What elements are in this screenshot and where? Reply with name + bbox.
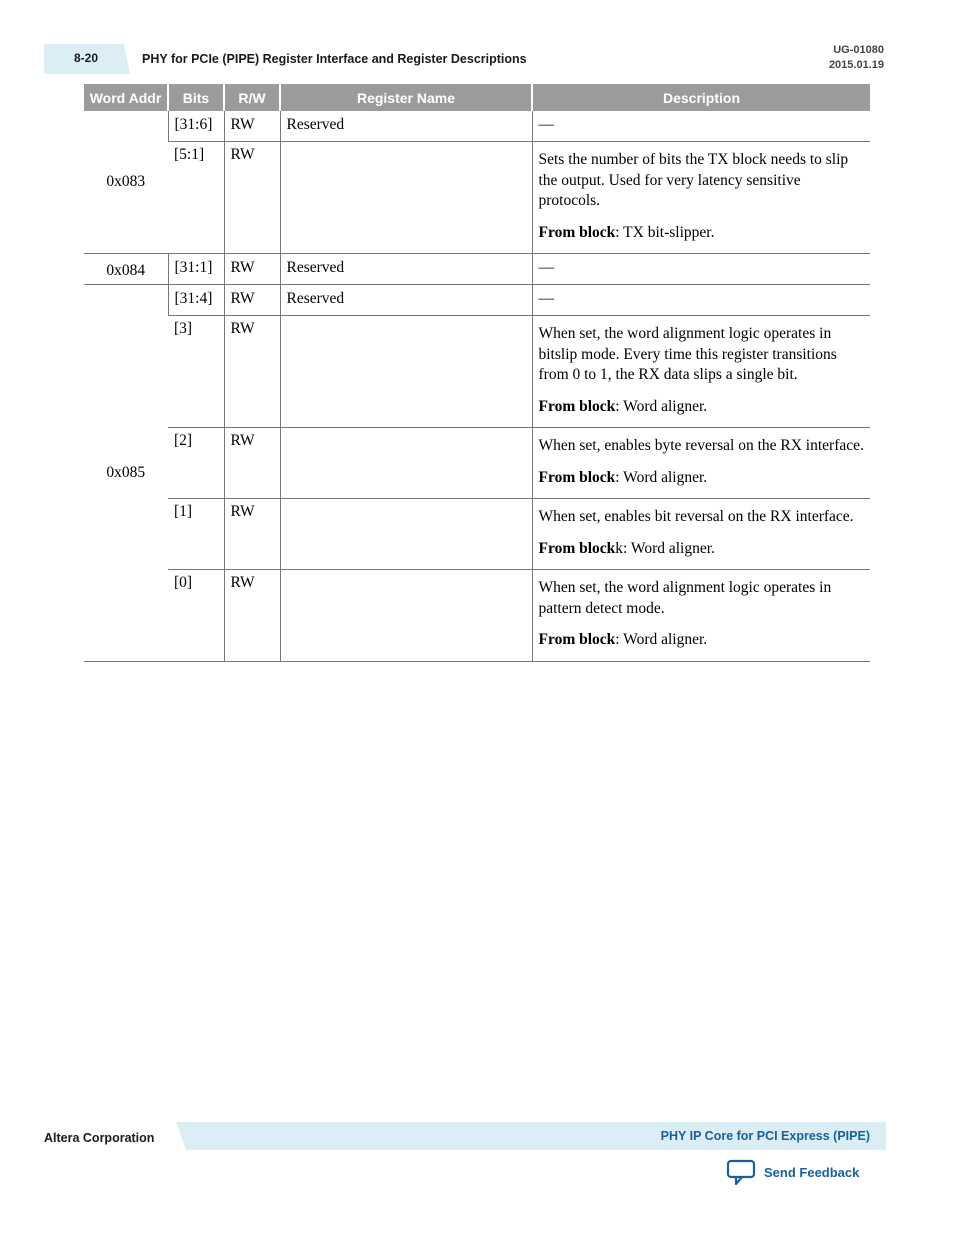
section-title: PHY for PCIe (PIPE) Register Interface and Register Descriptions	[142, 52, 527, 66]
bits-cell: [5:1]	[168, 142, 224, 254]
table-row	[84, 499, 870, 570]
bits-cell: [31:4]	[168, 285, 224, 316]
rw-cell: RW	[224, 428, 280, 499]
send-feedback-link[interactable]	[726, 1158, 859, 1186]
word-addr-cell: 0x085	[84, 285, 168, 662]
page-number: 8-20	[74, 51, 99, 65]
register-name-cell: Reserved	[280, 285, 532, 316]
table-row	[84, 111, 870, 142]
table-header-row	[84, 84, 870, 111]
rw-cell: RW	[224, 499, 280, 570]
register-name-cell: Reserved	[280, 254, 532, 285]
rw-cell: RW	[224, 111, 280, 142]
col-rw: R/W	[224, 84, 280, 111]
from-block-value: : Word aligner.	[615, 631, 708, 648]
from-block-line	[539, 223, 865, 244]
description-cell: —	[532, 254, 870, 285]
company-name: Altera Corporation	[44, 1131, 155, 1145]
bits-cell: [31:1]	[168, 254, 224, 285]
description-text: When set, enables bit reversal on the RX interface.	[538, 508, 854, 525]
register-name-cell	[280, 316, 532, 428]
from-block-value: : Word aligner.	[615, 397, 708, 415]
rw-cell: RW	[224, 142, 280, 254]
doc-date: 2015.01.19	[828, 59, 884, 71]
table-row	[84, 142, 870, 254]
table-row	[84, 285, 870, 316]
doc-id: UG-01080	[833, 44, 884, 56]
description-cell	[532, 316, 870, 428]
from-block-value: : TX bit-slipper.	[615, 223, 715, 241]
description-cell	[532, 428, 870, 499]
register-name-cell	[280, 142, 532, 254]
description-text: When set, the word alignment logic operates in bitslip mode. Every time this register transitions from 0 to 1, the RX data slips a single bit.	[538, 325, 837, 383]
register-table	[84, 84, 870, 662]
table-row	[84, 316, 870, 428]
bits-cell: [3]	[168, 316, 224, 428]
bits-cell: [31:6]	[168, 111, 224, 142]
description-cell	[532, 570, 870, 662]
bits-cell: [0]	[168, 570, 224, 662]
word-addr-cell: 0x084	[84, 254, 168, 285]
table-row	[84, 428, 870, 499]
from-block-label: From block	[538, 223, 616, 241]
bits-cell: [1]	[168, 499, 224, 570]
description-text: When set, enables byte reversal on the RX interface.	[538, 437, 864, 454]
col-word-addr: Word Addr	[84, 84, 168, 111]
send-feedback-label: Send Feedback	[764, 1164, 860, 1180]
rw-cell: RW	[224, 570, 280, 662]
rw-cell: RW	[224, 285, 280, 316]
from-block-line	[539, 539, 865, 560]
footer-doc-link[interactable]: PHY IP Core for PCI Express (PIPE)	[660, 1129, 870, 1143]
col-description: Description	[532, 84, 870, 111]
from-block-label: From block	[538, 631, 616, 648]
register-name-cell: Reserved	[280, 111, 532, 142]
register-name-cell	[280, 499, 532, 570]
rw-cell: RW	[224, 316, 280, 428]
rw-cell: RW	[224, 254, 280, 285]
bits-cell: [2]	[168, 428, 224, 499]
description-cell	[532, 142, 870, 254]
register-name-cell	[280, 428, 532, 499]
description-text: Sets the number of bits the TX block needs to slip the output. Used for very latency sensitive protocols.	[538, 151, 849, 209]
description-cell: —	[532, 285, 870, 316]
description-text: When set, the word alignment logic operates in pattern detect mode.	[538, 579, 832, 617]
table-row	[84, 254, 870, 285]
from-block-value: k: Word aligner.	[615, 539, 715, 557]
from-block-line	[539, 468, 865, 489]
from-block-label: From block	[538, 468, 616, 486]
doc-id-block	[829, 43, 884, 73]
from-block-line	[539, 630, 865, 651]
register-name-cell	[280, 570, 532, 662]
word-addr-cell: 0x083	[84, 111, 168, 254]
description-cell: —	[532, 111, 870, 142]
from-block-label: From block	[538, 397, 616, 415]
speech-bubble-icon	[726, 1158, 756, 1186]
col-bits: Bits	[168, 84, 224, 111]
from-block-value: : Word aligner.	[615, 468, 708, 486]
table-row	[84, 570, 870, 662]
from-block-label: From block	[538, 539, 616, 557]
description-cell	[532, 499, 870, 570]
col-register-name: Register Name	[280, 84, 532, 111]
from-block-line	[539, 397, 865, 418]
